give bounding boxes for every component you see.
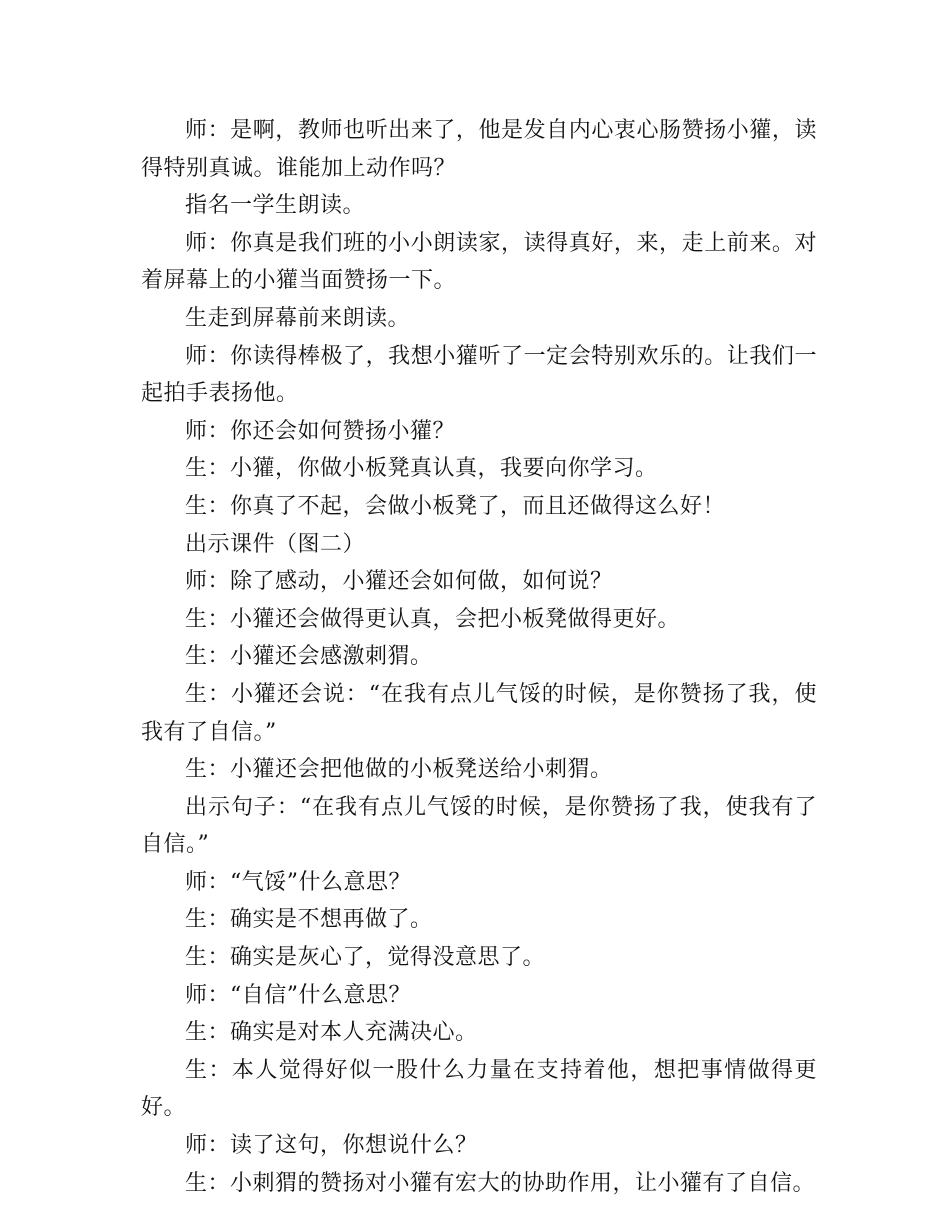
paragraph: 指名一学生朗读。 (185, 193, 366, 219)
paragraph: 生：小獾还会感激刺猬。 (185, 644, 433, 670)
paragraph: 师：是啊，教师也听出来了，他是发自内心衷心肠赞扬小獾，读得特别真诚。谁能加上动作吗？ (141, 118, 817, 181)
paragraph: 生：本人觉得好似一股什么力量在支持着他，想把事情做得更好。 (141, 1057, 817, 1121)
paragraph: 生：你真了不起，会做小板凳了，而且还做得这么好！ (185, 493, 726, 519)
paragraph: 生：小獾还会说：“在我有点儿气馁的时候，是你赞扬了我，使我有了自信。” (141, 681, 817, 745)
paragraph: 师：读了这句，你想说什么？ (185, 1133, 478, 1159)
paragraph: 生走到屏幕前来朗读。 (185, 305, 411, 331)
paragraph: 师：除了感动，小獾还会如何做，如何说？ (185, 569, 613, 595)
paragraph: 生：小獾还会做得更认真，会把小板凳做得更好。 (185, 606, 681, 632)
paragraph: 师：你还会如何赞扬小獾？ (185, 418, 456, 444)
document-body (141, 112, 817, 1202)
paragraph: 师：“气馁”什么意思？ (185, 869, 411, 895)
paragraph: 生：小刺猬的赞扬对小獾有宏大的协助作用，让小獾有了自信。 (185, 1170, 816, 1196)
paragraph: 出示课件（图二） (185, 531, 366, 557)
paragraph: 生：小獾，你做小板凳真认真，我要向你学习。 (185, 456, 658, 482)
paragraph: 出示句子：“在我有点儿气馁的时候，是你赞扬了我，使我有了自信。” (141, 794, 817, 858)
paragraph: 生：确实是灰心了，觉得没意思了。 (185, 945, 546, 971)
paragraph: 师：“自信”什么意思？ (185, 982, 411, 1008)
paragraph: 生：确实是对本人充满决心。 (185, 1020, 478, 1046)
paragraph: 生：小獾还会把他做的小板凳送给小刺猬。 (185, 757, 613, 783)
paragraph: 师：你读得棒极了，我想小獾听了一定会特别欢乐的。让我们一起拍手表扬他。 (141, 343, 817, 407)
paragraph: 生：确实是不想再做了。 (185, 907, 433, 933)
paragraph: 师：你真是我们班的小小朗读家，读得真好，来，走上前来。对着屏幕上的小獾当面赞扬一下。 (141, 230, 817, 294)
